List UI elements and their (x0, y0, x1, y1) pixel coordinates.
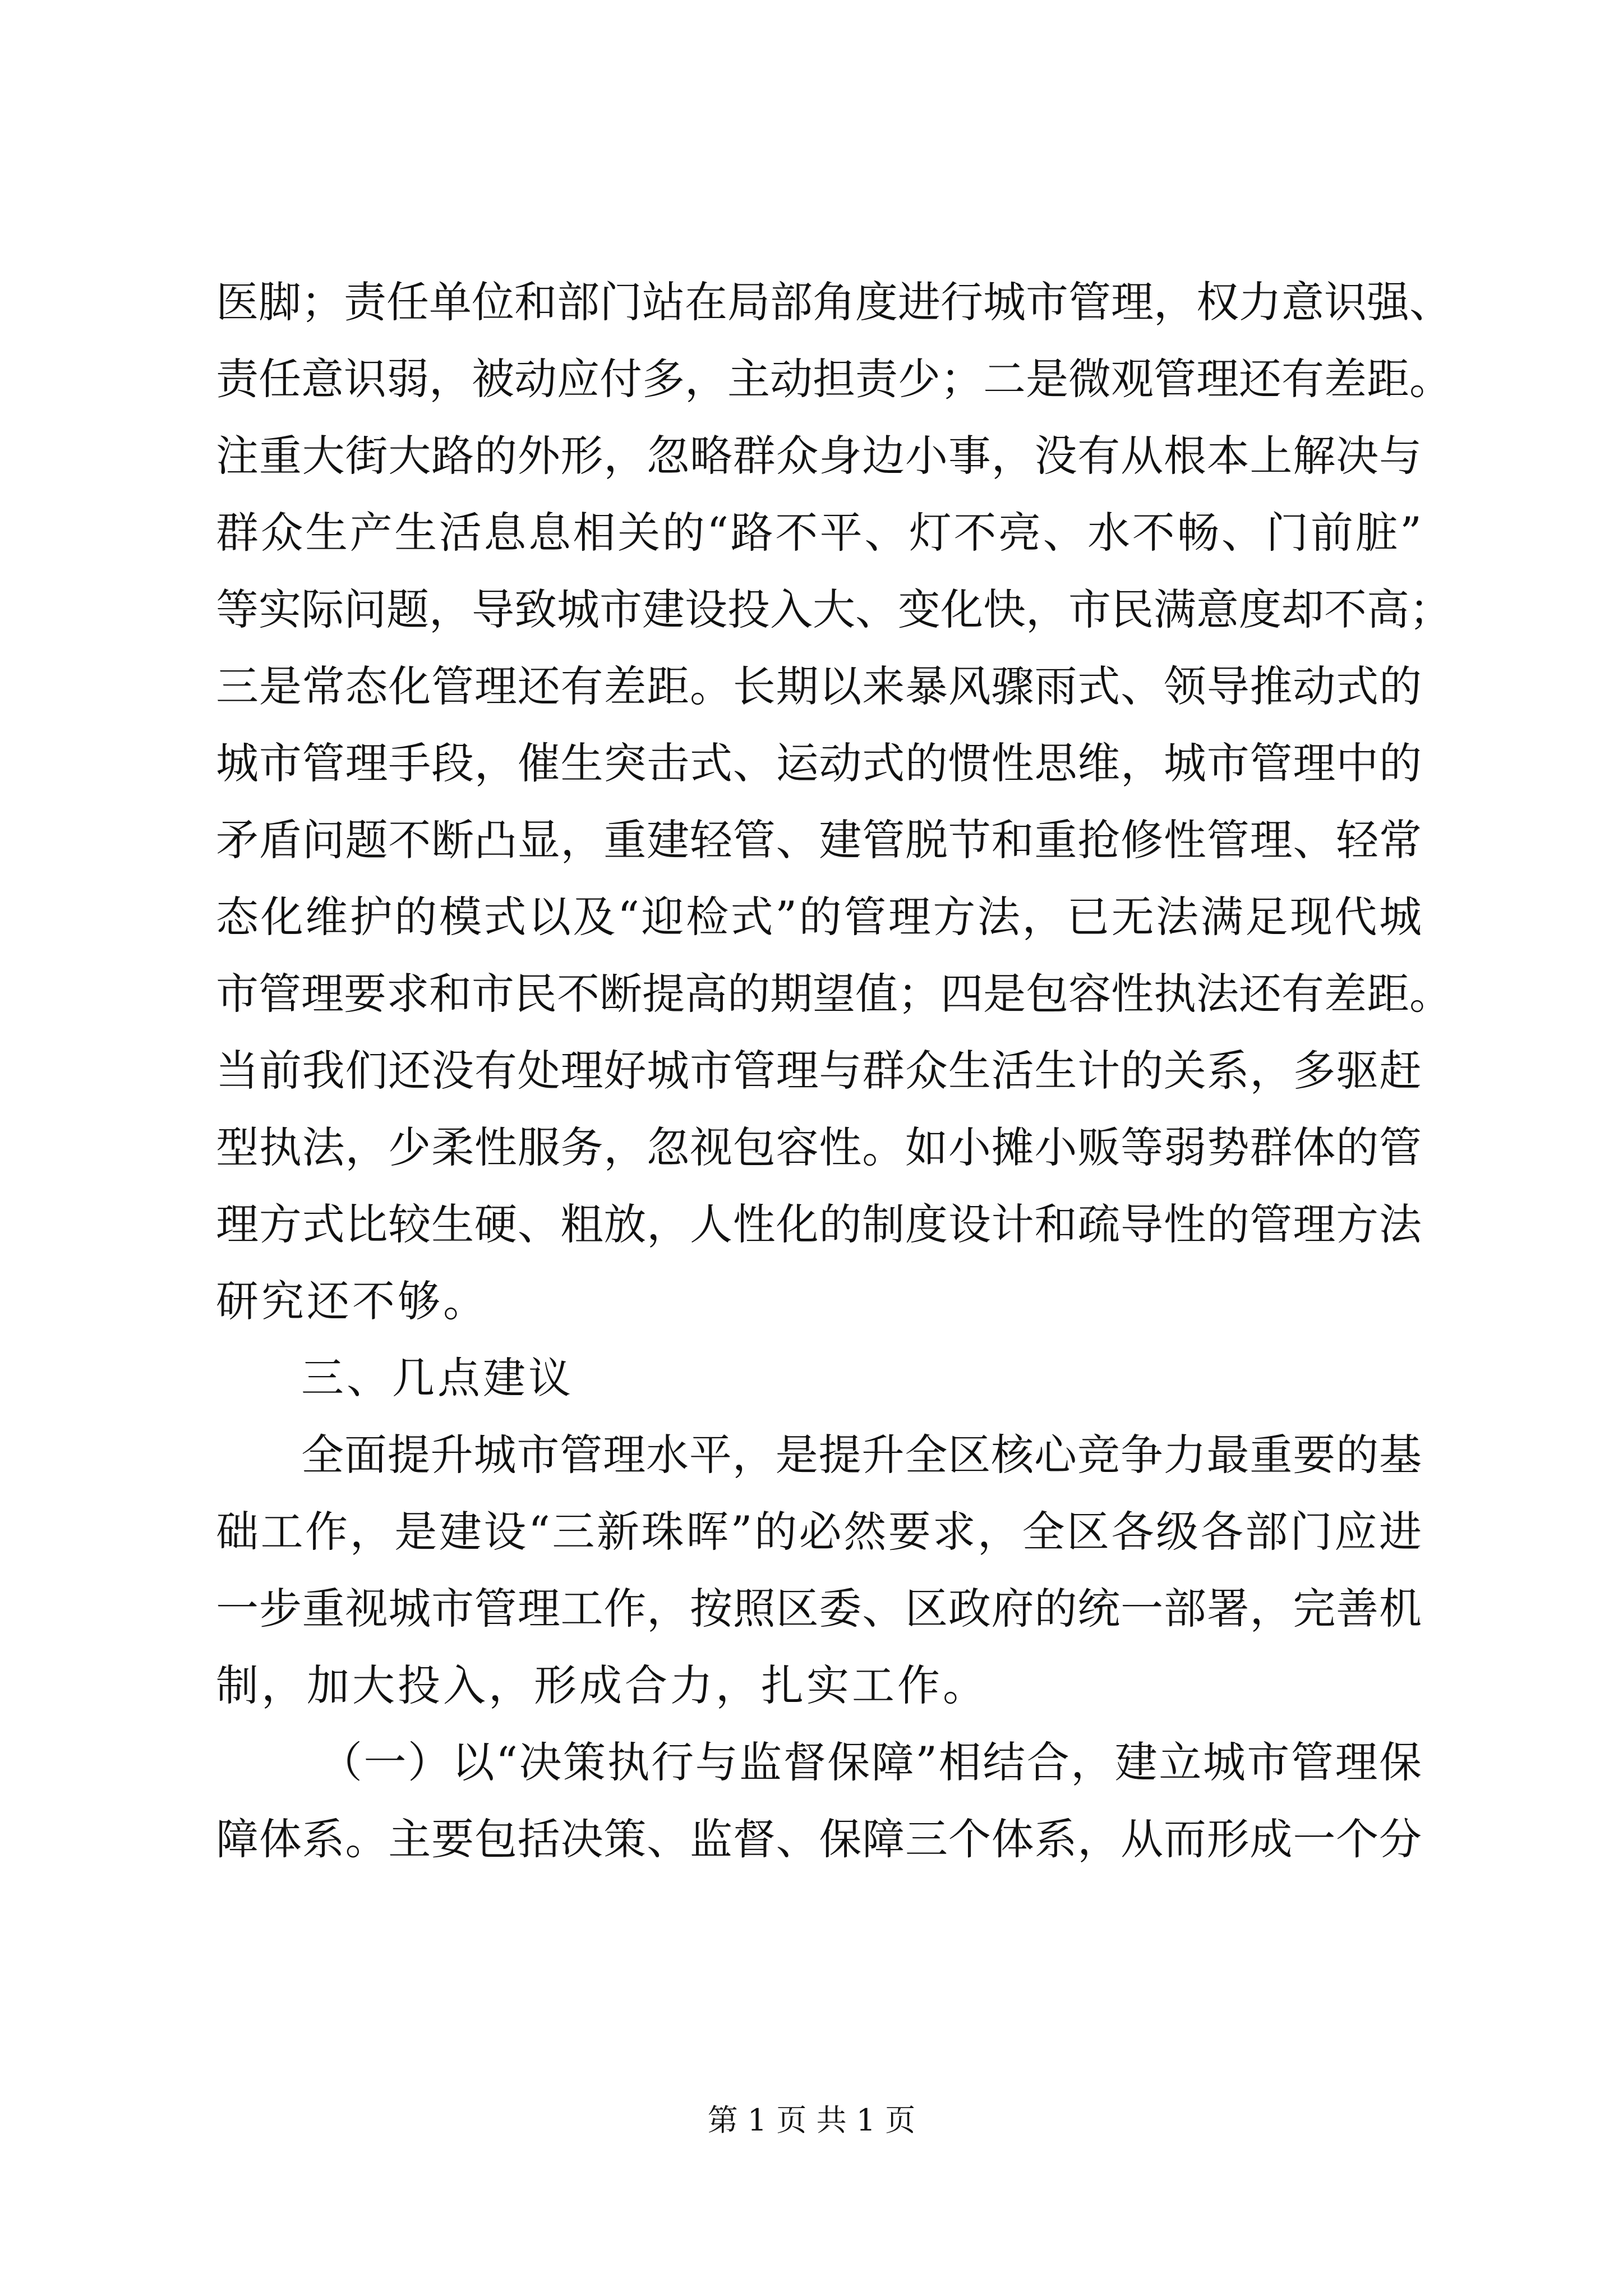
text-line-21: 障体系。主要包括决策、监督、保障三个体系，从而形成一个分 (216, 1814, 1422, 1864)
section-heading: 三、几点建议 (301, 1353, 574, 1403)
page-footer (0, 2101, 1623, 2140)
text-line-1: 医脚；责任单位和部门站在局部角度进行城市管理，权力意识强、 (216, 277, 1452, 327)
text-line-7: 城市管理手段，催生突击式、运动式的惯性思维，城市管理中的 (216, 738, 1422, 788)
text-line-5: 等实际问题，导致城市建设投入大、变化快，市民满意度却不高； (216, 585, 1452, 634)
text-line-9: 态化维护的模式以及“迎检式”的管理方法，已无法满足现代城 (216, 892, 1422, 942)
text-line-16: 全面提升城市管理水平，是提升全区核心竞争力最重要的基 (301, 1430, 1422, 1480)
page-number-label: 第 1 页 共 1 页 (707, 2102, 916, 2138)
text-line-13: 理方式比较生硬、粗放，人性化的制度设计和疏导性的管理方法 (216, 1199, 1422, 1249)
text-line-19: 制，加大投入，形成合力，扎实工作。 (216, 1660, 988, 1710)
text-line-8: 矛盾问题不断凸显，重建轻管、建管脱节和重抢修性管理、轻常 (216, 815, 1422, 865)
text-line-10: 市管理要求和市民不断提高的期望值；四是包容性执法还有差距。 (216, 969, 1452, 1019)
text-line-17: 础工作，是建设“三新珠晖”的必然要求，全区各级各部门应进 (216, 1507, 1422, 1557)
text-line-18: 一步重视城市管理工作，按照区委、区政府的统一部署，完善机 (216, 1584, 1422, 1634)
text-line-11: 当前我们还没有处理好城市管理与群众生活生计的关系，多驱赶 (216, 1046, 1422, 1096)
text-line-14: 研究还不够。 (216, 1276, 488, 1326)
text-line-4: 群众生产生活息息相关的“路不平、灯不亮、水不畅、门前脏” (216, 508, 1422, 558)
text-line-6: 三是常态化管理还有差距。长期以来暴风骤雨式、领导推动式的 (216, 661, 1422, 711)
document-body (216, 264, 1452, 1878)
text-line-20: （一）以“决策执行与监督保障”相结合，建立城市管理保 (320, 1737, 1422, 1787)
text-line-3: 注重大街大路的外形，忽略群众身边小事，没有从根本上解决与 (216, 431, 1422, 481)
text-line-12: 型执法，少柔性服务，忽视包容性。如小摊小贩等弱势群体的管 (216, 1122, 1422, 1172)
text-line-2: 责任意识弱，被动应付多，主动担责少；二是微观管理还有差距。 (216, 354, 1452, 404)
